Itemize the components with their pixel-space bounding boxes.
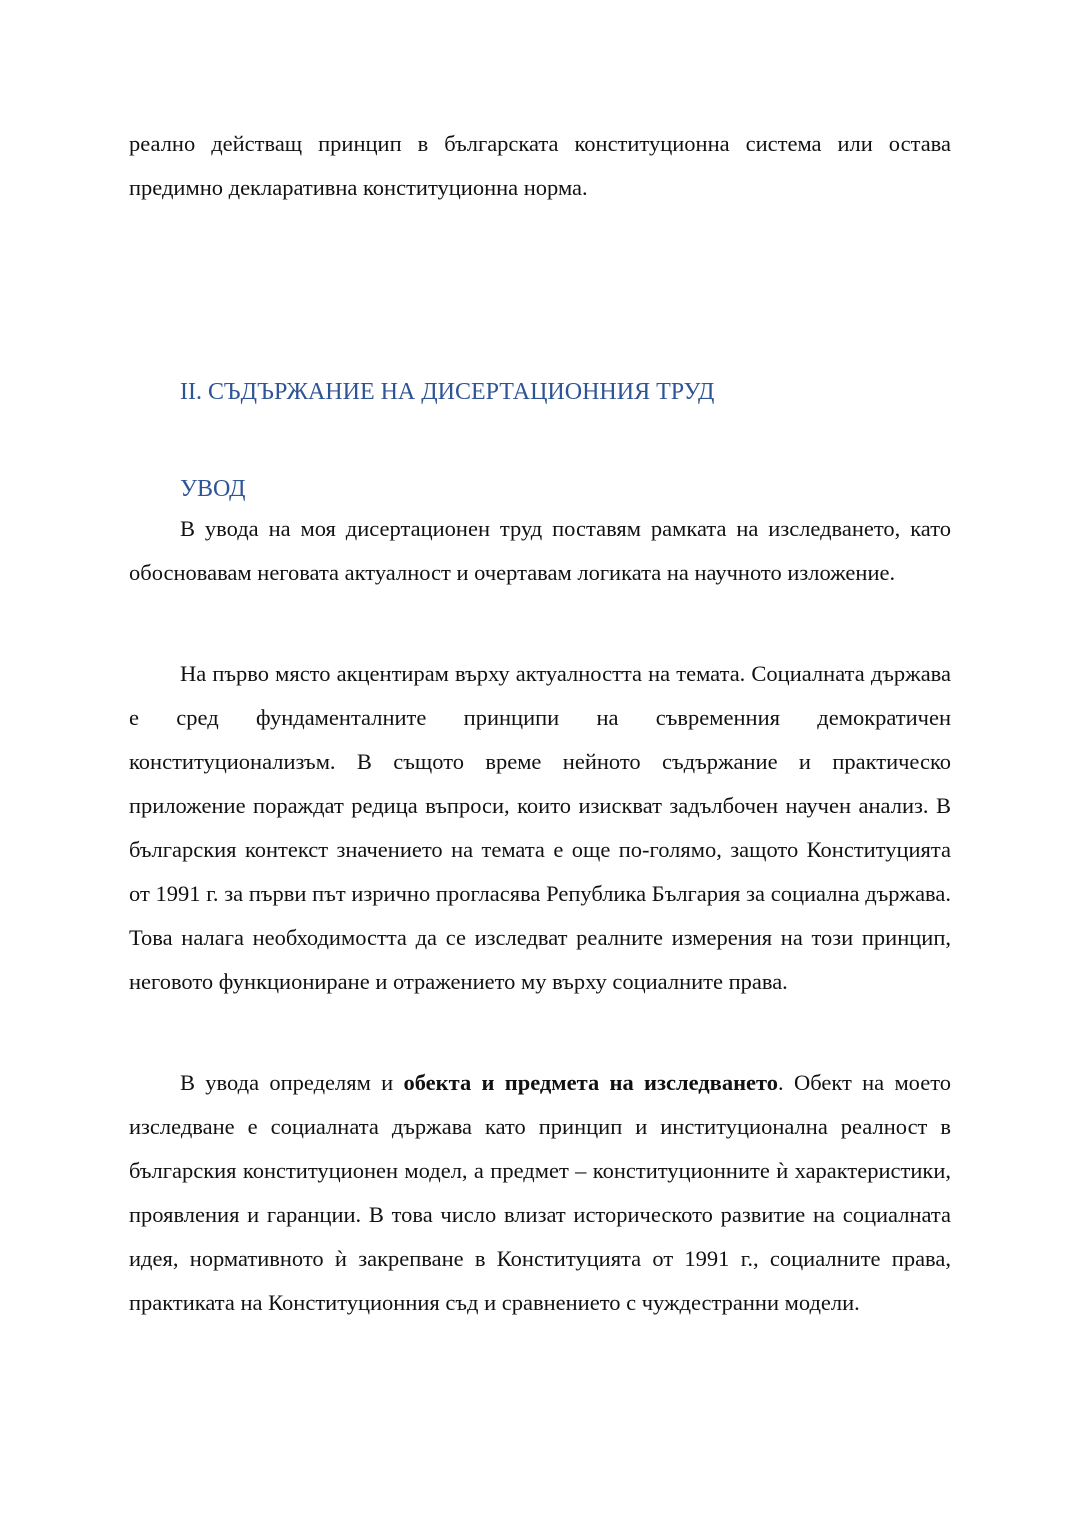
- continuation-paragraph: реално действащ принцип в българската конституционна система или остава предимно декларативна конституционна норма.: [129, 131, 951, 200]
- paragraph-object-subject: [129, 1061, 951, 1325]
- paragraph-relevance: На първо място акцентирам върху актуалността на темата. Социалната държава е сред фундаменталните принципи на съвременния демократичен конституционализъм. В същото време нейното съдържание и практическо приложение пораждат редица въпроси, които изискват задълбочен научен анализ. В българския контекст значението на темата е още по-голямо, защото Конституцията от 1991 г. за първи път изрично прогласява Република България за социална държава. Това налага необходимостта да се изследват реалните измерения на този принцип, неговото функциониране и отражението му върху социалните права.: [129, 661, 951, 994]
- subheading-introduction: УВОД: [180, 476, 246, 502]
- paragraph-introduction-frame: В увода на моя дисертационен труд поставям рамката на изследването, като обосновавам неговата актуалност и очертавам логиката на научното изложение.: [129, 516, 951, 585]
- paragraph-lead-text: В увода определям и: [180, 1070, 404, 1095]
- paragraph-rest-text: . Обект на моето изследване е социалната държава като принцип и институционална реалност в българския конституционен модел, а предмет – конституционните ѝ характеристики, проявления и гаранции. В това число влизат историческото развитие на социалната идея, нормативното ѝ закрепване в Конституцията от 1991 г., социалните права, практиката на Конституционния съд и сравнението с чуждестранни модели.: [129, 1070, 951, 1315]
- paragraph-bold-term: обекта и предмета на изследването: [403, 1070, 779, 1095]
- section-heading: II. СЪДЪРЖАНИЕ НА ДИСЕРТАЦИОННИЯ ТРУД: [180, 379, 715, 405]
